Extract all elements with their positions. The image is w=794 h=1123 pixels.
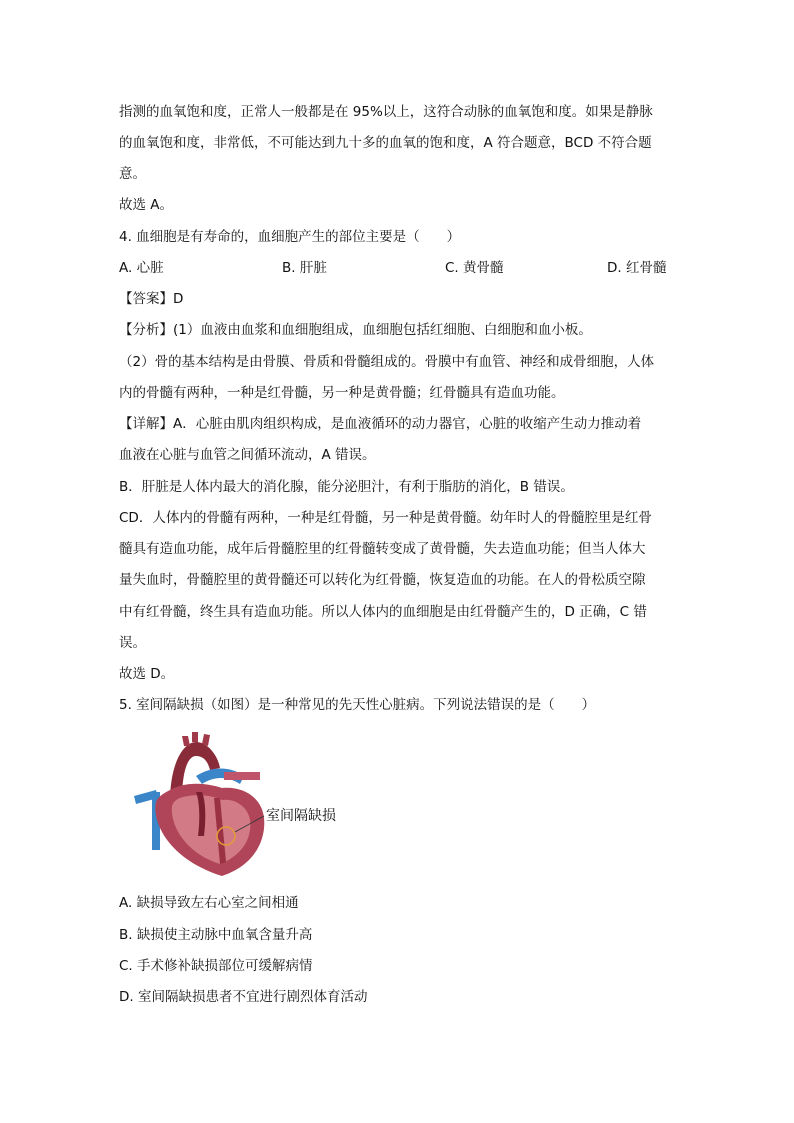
explanation-line: CD．人体内的骨髓有两种，一种是红骨髓，另一种是黄骨髓。幼年时人的骨髓腔里是红骨 [119,510,652,526]
text-line: 指测的血氧饱和度，正常人一般都是在 95%以上，这符合动脉的血氧饱和度。如果是静脉 [119,104,653,120]
text-line: 的血氧饱和度，非常低，不可能达到九十多的血氧的饱和度，A 符合题意，BCD 不符合题 [119,135,652,151]
q4-option-b: B. 肝脏 [282,260,327,276]
conclusion-line: 故选 D。 [119,666,175,682]
q4-option-a: A. 心脏 [119,260,164,276]
explanation-line: 误。 [119,635,146,651]
pulmonary-vessel-shape [224,772,260,780]
explanation-line: 中有红骨髓，终生具有造血功能。所以人体内的血细胞是由红骨髓产生的，D 正确，C 错 [119,604,647,620]
q5-option-d: D. 室间隔缺损患者不宜进行剧烈体育活动 [119,989,368,1005]
explanation-line: 血液在心脏与血管之间循环流动，A 错误。 [119,447,376,463]
analysis-line: （2）骨的基本结构是由骨膜、骨质和骨髓组成的。骨膜中有血管、神经和成骨细胞，人体 [119,354,655,370]
q4-option-c: C. 黄骨髓 [445,260,504,276]
figure-label: 室间隔缺损 [266,808,336,824]
analysis-line: 内的骨髓有两种，一种是红骨髓，另一种是黄骨髓；红骨髓具有造血功能。 [119,385,565,401]
q5-option-c: C. 手术修补缺损部位可缓解病情 [119,958,313,974]
explanation-line: 【详解】A．心脏由肌肉组织构成，是血液循环的动力器官，心脏的收缩产生动力推动着 [119,416,642,432]
explanation-line: 量失血时，骨髓腔里的黄骨髓还可以转化为红骨髓，恢复造血的功能。在人的骨松质空隙 [119,572,646,588]
question-4-stem: 4. 血细胞是有寿命的，血细胞产生的部位主要是（ ） [119,229,461,245]
q5-option-a: A. 缺损导致左右心室之间相通 [119,895,299,911]
analysis-line: 【分析】(1）血液由血浆和血细胞组成，血细胞包括红细胞、白细胞和血小板。 [119,322,592,338]
explanation-line: 髓具有造血功能，成年后骨髓腔里的红骨髓转变成了黄骨髓，失去造血功能；但当人体大 [119,541,646,557]
text-line: 故选 A。 [119,197,174,213]
text-line: 意。 [119,166,146,182]
q5-option-b: B. 缺损使主动脉中血氧含量升高 [119,927,313,943]
q4-option-d: D. 红骨髓 [607,260,667,276]
question-5-stem: 5. 室间隔缺损（如图）是一种常见的先天性心脏病。下列说法错误的是（ ） [119,697,596,713]
explanation-line: B．肝脏是人体内最大的消化腺，能分泌胆汁，有利于脂肪的消化，B 错误。 [119,479,574,495]
answer-line: 【答案】D [119,291,184,307]
